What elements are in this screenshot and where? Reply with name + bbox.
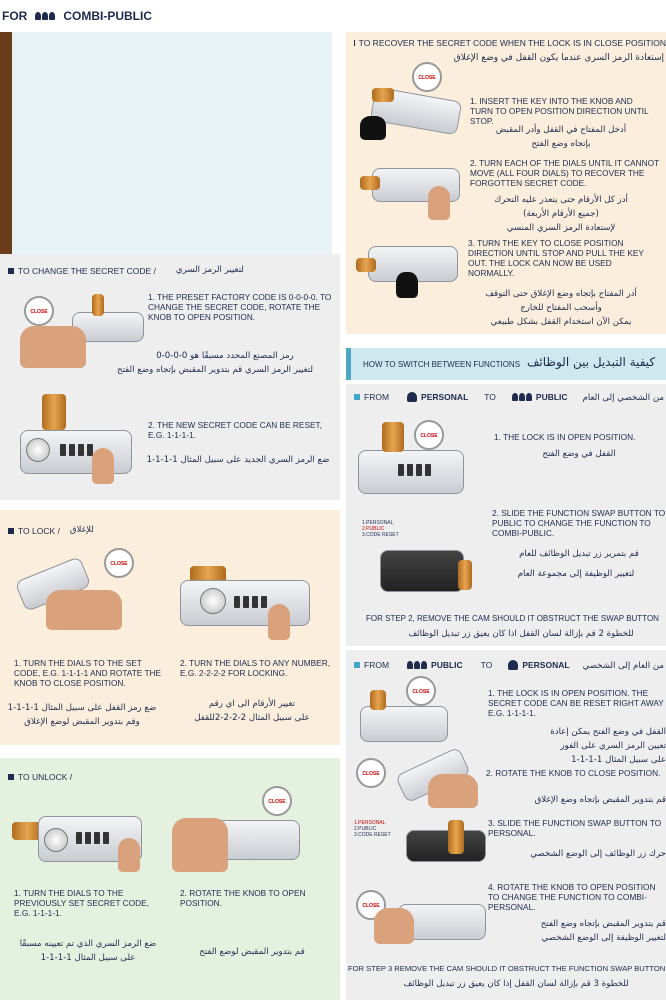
lock-illustration <box>406 830 486 862</box>
change-step1-en: 1. THE PRESET FACTORY CODE IS 0-0-0-0. TO CHANGE THE SECRET CODE, ROTATE THE KNOB TO OPEN POSITION. <box>148 292 332 322</box>
switch-a-ar: من الشخصي إلى العام <box>582 393 664 403</box>
switch-a-from: FROM <box>364 392 390 402</box>
recover-step1-en: 1. INSERT THE KEY INTO THE KNOB AND TURN TO OPEN POSITION DIRECTION UNTIL STOP. <box>470 96 649 126</box>
recover-step3-ar-b: وأسحب المفتاح للخارج <box>520 303 602 313</box>
brown-panel <box>0 32 12 254</box>
close-open-badge: CLOSE <box>412 62 442 92</box>
unlock-step2-ar: قم بتدوير المقبض لوضع الفتح <box>199 947 305 957</box>
hand-illustration <box>374 908 414 944</box>
close-open-badge: CLOSE <box>406 676 436 706</box>
person-icon <box>407 392 417 402</box>
unlock-section <box>0 758 340 1000</box>
close-open-badge: CLOSE <box>262 786 292 816</box>
lock-step2-en: 2. TURN THE DIALS TO ANY NUMBER, E.G. 2-2-2-2 FOR LOCKING. <box>180 658 330 678</box>
hand-illustration <box>172 818 228 872</box>
change-title-en: TO CHANGE THE SECRET CODE / <box>18 265 156 276</box>
key-illustration <box>360 116 386 140</box>
cam-illustration <box>372 88 394 102</box>
switch-b-to: TO <box>480 660 493 670</box>
swap-switch-label: 1.PERSONAL 2.PUBLIC 3.CODE RESET <box>362 520 399 538</box>
lock-step1-ar-a: ضع رمز القفل على سبيل المثال 1-1-1-1 <box>7 703 157 713</box>
recover-step1-ar-a: أدخل المفتاح في القفل وأدر المقبض <box>495 125 627 135</box>
group-icon <box>35 12 55 20</box>
change-step1-ar-b: لتغيير الرمز السري قم بتدوير المقبض بإتجاه وضع الفتح <box>116 365 313 375</box>
switch-a-step1-en: 1. THE LOCK IS IN OPEN POSITION. <box>494 432 636 442</box>
switch-a-step2-ar-a: قم بتمرير زر تبديل الوظائف للعام <box>519 549 639 559</box>
lock-section <box>0 510 340 745</box>
switch-a-section <box>346 384 666 646</box>
switch-b-step2-en: 2. ROTATE THE KNOB TO CLOSE POSITION. <box>486 768 661 778</box>
hand-illustration <box>46 590 122 630</box>
lock-step2-ar-b: على سبيل المثال 2-2-2-2للقفل <box>194 713 310 723</box>
close-open-badge: CLOSE <box>24 296 54 326</box>
lock-title-ar: للإغلاق <box>69 525 94 535</box>
switch-a-note-en: FOR STEP 2, REMOVE THE CAM SHOULD IT OBSTRUCT THE SWAP BUTTON <box>366 614 659 623</box>
switch-a-personal: PERSONAL <box>421 392 469 402</box>
recover-step1-ar-b: بإتجاه وضع الفتح <box>531 139 591 149</box>
switch-b-public: PUBLIC <box>431 660 463 670</box>
switch-b-step4-en: 4. ROTATE THE KNOB TO OPEN POSITION TO CHANGE THE FUNCTION TO COMBI-PERSONAL. <box>488 882 656 912</box>
switch-header <box>346 348 666 380</box>
cam-illustration <box>458 560 472 590</box>
switch-b-step2-ar: قم بتدوير المقبض بإتجاه وضع الإغلاق <box>534 795 666 805</box>
recover-title-en: TO RECOVER THE SECRET CODE WHEN THE LOCK IS IN CLOSE POSITION <box>358 38 666 48</box>
switch-a-header <box>354 392 568 402</box>
change-title-ar: لتغيير الرمز السري <box>175 265 244 275</box>
header-bar <box>0 0 340 32</box>
change-code-section <box>0 254 340 500</box>
hand-illustration <box>428 774 478 808</box>
switch-b-step1-ar-b: تعيين الرمز السري على الفور <box>560 741 666 751</box>
recover-title <box>354 38 666 48</box>
cam-illustration <box>42 394 66 430</box>
dials-illustration <box>234 596 267 608</box>
group-icon <box>512 393 532 401</box>
lock-title <box>8 524 94 537</box>
unlock-title-en: TO UNLOCK / <box>18 772 73 782</box>
unlock-step1-ar-b: على سبيل المثال 1-1-1-1 <box>40 953 136 963</box>
lock-illustration <box>360 706 448 742</box>
switch-a-step1-ar: القفل في وضع الفتح <box>542 449 616 459</box>
change-code-title <box>8 264 244 277</box>
cam-illustration <box>382 422 404 452</box>
mode-label: COMBI-PUBLIC <box>63 9 153 23</box>
switch-a-step2-en: 2. SLIDE THE FUNCTION SWAP BUTTON TO PUBLIC TO CHANGE THE FUNCTION TO COMBI-PUBLIC. <box>492 508 666 538</box>
hand-illustration <box>118 838 140 872</box>
dials-illustration <box>76 832 109 844</box>
recover-step2-ar-a: أدر كل الأرقام حتى يتعذر عليه التحرك <box>494 195 628 205</box>
close-open-badge: CLOSE <box>356 890 386 920</box>
swap-switch-label: 1.PERSONAL 2.PUBLIC 3.CODE RESET <box>354 820 391 838</box>
hand-illustration <box>20 326 86 368</box>
cam-illustration <box>356 258 376 272</box>
cam-illustration <box>92 294 104 316</box>
lock-illustration <box>380 550 464 592</box>
switch-b-header <box>354 660 570 670</box>
close-open-badge: CLOSE <box>356 758 386 788</box>
switch-a-step2-ar-b: لتغيير الوظيفة إلى مجموعة العام <box>517 569 635 579</box>
cam-illustration <box>370 690 386 710</box>
switch-b-step1-en: 1. THE LOCK IS IN OPEN POSITION. THE SECRET CODE CAN BE RESET RIGHT AWAY E.G. 1-1-1-1. <box>488 688 664 718</box>
knob-illustration <box>200 588 226 614</box>
switch-a-note-ar: للخطوة 2 قم بإزالة لسان القفل اذا كان يعيق زر تبديل الوظائف <box>408 629 634 639</box>
switch-b-note-en: FOR STEP 3 REMOVE THE CAM SHOULD IT OBSTRUCT THE FUNCTION SWAP BUTTON <box>348 964 666 973</box>
unlock-step2-en: 2. ROTATE THE KNOB TO OPEN POSITION. <box>180 888 306 908</box>
switch-b-section <box>346 650 666 1000</box>
for-label: FOR <box>2 9 28 23</box>
dials-illustration <box>398 464 431 476</box>
cam-illustration <box>448 820 464 854</box>
switch-b-step4-ar-b: لتغيير الوظيفة إلى الوضع الشخصي <box>541 933 666 943</box>
group-icon <box>407 661 427 669</box>
cam-illustration <box>360 176 380 190</box>
unlock-title <box>8 772 72 782</box>
switch-b-from: FROM <box>364 660 390 670</box>
switch-a-to: TO <box>484 392 496 402</box>
hand-illustration <box>268 604 290 640</box>
recover-title-ar: إستعادة الرمز السري عندما يكون القفل في وضع الإغلاق <box>453 53 664 63</box>
hand-illustration <box>428 186 450 220</box>
recover-section <box>346 32 666 334</box>
change-step2-ar: ضع الرمز السري الجديد على سبيل المثال 1-1-1-1 <box>146 455 330 465</box>
lock-step1-ar-b: وقم بتدوير المقبض لوضع الإغلاق <box>24 717 140 727</box>
change-step1-ar-a: رمز المصنع المحدد مسبقًا هو 0-0-0-0 <box>156 351 294 361</box>
knob-illustration <box>26 438 50 462</box>
hand-illustration <box>92 448 114 484</box>
lock-step1-en: 1. TURN THE DIALS TO THE SET CODE, E.G. 1-1-1-1 AND ROTATE THE KNOB TO CLOSE POSITION. <box>14 658 162 688</box>
knob-illustration <box>44 828 68 852</box>
close-open-badge: CLOSE <box>104 548 134 578</box>
sky-panel <box>12 32 332 254</box>
recover-step2-ar-b: (جميع الأرقام الأربعة) <box>523 209 599 219</box>
switch-a-public: PUBLIC <box>535 392 568 402</box>
recover-step3-en: 3. TURN THE KEY TO CLOSE POSITION DIRECTION UNTIL STOP AND PULL THE KEY OUT. THE LOCK CAN NOW BE USED NORMALLY. <box>468 238 644 278</box>
switch-b-step4-ar-a: قم بتدوير المقبض بإتجاه وضع الفتح <box>540 919 666 929</box>
dials-illustration <box>60 444 93 456</box>
recover-step3-ar-a: أدر المفتاح بإتجاه وضع الإغلاق حتى التوقف <box>485 289 637 299</box>
recover-step3-ar-c: يمكن الآن استخدام القفل بشكل طبيعي <box>490 317 632 327</box>
recover-step2-en: 2. TURN EACH OF THE DIALS UNTIL IT CANNOT MOVE (ALL FOUR DIALS) TO RECOVER THE FORGOTTEN SECRET CODE. <box>470 158 660 188</box>
lock-title-en: TO LOCK / <box>18 525 60 536</box>
switch-b-step3-en: 3. SLIDE THE FUNCTION SWAP BUTTON TO PERSONAL. <box>488 818 662 838</box>
change-step2-en: 2. THE NEW SECRET CODE CAN BE RESET, E.G. 1-1-1-1. <box>148 420 322 440</box>
switch-b-step1-ar-a: القفل في وضع الفتح يمكن إعادة <box>550 727 666 737</box>
switch-b-personal: PERSONAL <box>522 660 570 670</box>
person-icon <box>508 660 518 670</box>
key-illustration <box>396 272 418 298</box>
switch-b-step1-ar-c: على سبيل المثال 1-1-1-1 <box>571 755 666 765</box>
switch-b-note-ar: للخطوة 3 قم بإزالة لسان القفل إذا كان يعيق زر تبديل الوظائف <box>403 979 629 989</box>
unlock-step1-ar-a: ضع الرمز السري الذي تم تعيينه مسبقًا <box>19 939 157 949</box>
recover-step2-ar-c: لإستعادة الرمز السري المنسي <box>506 223 616 233</box>
lock-step2-ar-a: تغيير الأرقام الى اي رقم <box>208 699 296 709</box>
switch-b-ar: من العام إلى الشخصي <box>582 661 664 671</box>
switch-title-ar: كيفية التبديل بين الوظائف <box>527 355 656 369</box>
switch-b-step3-ar: حرك زر الوظائف إلى الوضع الشخصي <box>530 849 666 859</box>
switch-title-en: HOW TO SWITCH BETWEEN FUNCTIONS <box>363 360 521 369</box>
close-open-badge: CLOSE <box>414 420 444 450</box>
unlock-step1-en: 1. TURN THE DIALS TO THE PREVIOUSLY SET SECRET CODE, E.G. 1-1-1-1. <box>14 888 149 918</box>
